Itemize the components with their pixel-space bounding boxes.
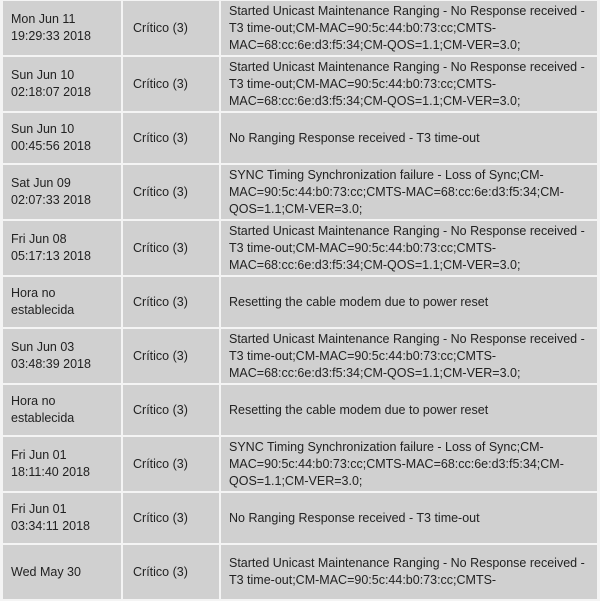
log-description-cell bbox=[221, 1, 597, 55]
log-date-line: Mon Jun 11 bbox=[11, 12, 76, 26]
log-description-line: Resetting the cable modem due to power reset bbox=[229, 294, 489, 309]
log-date-cell bbox=[3, 221, 121, 275]
log-date-cell bbox=[3, 329, 121, 383]
log-priority: Crítico (3) bbox=[133, 184, 188, 199]
log-row bbox=[3, 113, 597, 163]
log-row bbox=[3, 329, 597, 383]
log-date-line: Sun Jun 03 bbox=[11, 340, 75, 354]
log-priority-cell bbox=[123, 385, 219, 435]
log-description-line: MAC=90:5c:44:b0:73:cc;CMTS-MAC=68:cc:6e:d3:f5:34;CM- bbox=[229, 456, 564, 471]
log-date-line: Fri Jun 01 bbox=[11, 502, 67, 516]
log-priority-cell bbox=[123, 57, 219, 111]
log-priority: Crítico (3) bbox=[133, 240, 188, 255]
log-priority: Crítico (3) bbox=[133, 294, 188, 309]
log-priority-cell bbox=[123, 1, 219, 55]
log-description-line: Started Unicast Maintenance Ranging - No Response received - bbox=[229, 556, 585, 570]
log-priority-cell bbox=[123, 221, 219, 275]
log-description-line: MAC=90:5c:44:b0:73:cc;CMTS-MAC=68:cc:6e:d3:f5:34;CM- bbox=[229, 184, 564, 199]
log-priority-cell bbox=[123, 437, 219, 491]
log-description-cell bbox=[221, 57, 597, 111]
log-description-line: Started Unicast Maintenance Ranging - No Response received - bbox=[229, 331, 585, 346]
log-priority: Crítico (3) bbox=[133, 130, 188, 145]
log-description-cell bbox=[221, 277, 597, 327]
log-description-line: No Ranging Response received - T3 time-out bbox=[229, 130, 480, 145]
log-description-cell bbox=[221, 545, 597, 599]
log-date-cell bbox=[3, 545, 121, 599]
log-priority-cell bbox=[123, 113, 219, 163]
log-description-line: T3 time-out;CM-MAC=90:5c:44:b0:73:cc;CMTS- bbox=[229, 240, 497, 255]
log-description-line: QOS=1.1;CM-VER=3.0; bbox=[229, 201, 363, 216]
log-priority-cell bbox=[123, 493, 219, 543]
log-date-line: establecida bbox=[11, 303, 75, 317]
log-description-line: Started Unicast Maintenance Ranging - No Response received - bbox=[229, 3, 585, 18]
log-date-cell bbox=[3, 113, 121, 163]
log-row bbox=[3, 437, 597, 491]
log-priority: Crítico (3) bbox=[133, 564, 188, 579]
log-date-line: Fri Jun 01 bbox=[11, 448, 67, 462]
log-description-cell bbox=[221, 165, 597, 219]
log-row bbox=[3, 493, 597, 543]
log-date-line: Wed May 30 bbox=[11, 564, 81, 579]
log-description-cell bbox=[221, 385, 597, 435]
log-priority: Crítico (3) bbox=[133, 76, 188, 91]
log-date-cell bbox=[3, 493, 121, 543]
log-date-line: Fri Jun 08 bbox=[11, 232, 67, 246]
log-description-cell bbox=[221, 329, 597, 383]
log-priority-cell bbox=[123, 277, 219, 327]
log-row bbox=[3, 1, 597, 55]
log-date-line: establecida bbox=[11, 411, 75, 425]
log-priority: Crítico (3) bbox=[133, 348, 188, 363]
log-description-line: MAC=68:cc:6e:d3:f5:34;CM-QOS=1.1;CM-VER=3.0; bbox=[229, 37, 521, 52]
log-date-line: Sat Jun 09 bbox=[11, 176, 71, 190]
log-description-line: No Ranging Response received - T3 time-out bbox=[229, 510, 480, 525]
log-description-line: Started Unicast Maintenance Ranging - No Response received - bbox=[229, 223, 585, 238]
log-description-line: T3 time-out;CM-MAC=90:5c:44:b0:73:cc;CMTS- bbox=[229, 348, 497, 363]
log-row bbox=[3, 277, 597, 327]
log-description-line: T3 time-out;CM-MAC=90:5c:44:b0:73:cc;CMTS- bbox=[229, 573, 497, 587]
log-description-line: Started Unicast Maintenance Ranging - No Response received - bbox=[229, 59, 585, 74]
log-date-line: 03:48:39 2018 bbox=[11, 357, 91, 371]
log-date-line: Hora no bbox=[11, 394, 56, 408]
log-priority-cell bbox=[123, 329, 219, 383]
log-description-cell bbox=[221, 493, 597, 543]
log-date-line: 02:07:33 2018 bbox=[11, 193, 91, 207]
log-priority-cell bbox=[123, 545, 219, 599]
log-date-line: Hora no bbox=[11, 286, 56, 300]
log-row bbox=[3, 221, 597, 275]
log-row bbox=[3, 57, 597, 111]
log-date-cell bbox=[3, 277, 121, 327]
log-date-line: 19:29:33 2018 bbox=[11, 29, 91, 43]
log-priority-cell bbox=[123, 165, 219, 219]
log-date-line: 05:17:13 2018 bbox=[11, 249, 91, 263]
log-date-cell bbox=[3, 57, 121, 111]
log-date-line: 00:45:56 2018 bbox=[11, 139, 91, 153]
log-description-line: MAC=68:cc:6e:d3:f5:34;CM-QOS=1.1;CM-VER=3.0; bbox=[229, 93, 521, 108]
log-date-line: 02:18:07 2018 bbox=[11, 85, 91, 99]
log-description-cell bbox=[221, 437, 597, 491]
log-date-line: 03:34:11 2018 bbox=[11, 519, 91, 533]
log-date-cell bbox=[3, 385, 121, 435]
log-date-cell bbox=[3, 1, 121, 55]
log-description-line: MAC=68:cc:6e:d3:f5:34;CM-QOS=1.1;CM-VER=3.0; bbox=[229, 365, 521, 380]
log-description-line: SYNC Timing Synchronization failure - Loss of Sync;CM- bbox=[229, 167, 544, 182]
event-log-body bbox=[3, 1, 597, 599]
log-description-line: Resetting the cable modem due to power reset bbox=[229, 402, 489, 417]
log-date-line: 18:11:40 2018 bbox=[11, 465, 91, 479]
event-log-table bbox=[1, 0, 599, 601]
log-row bbox=[3, 545, 597, 599]
log-description-line: SYNC Timing Synchronization failure - Loss of Sync;CM- bbox=[229, 439, 544, 454]
log-description-line: MAC=68:cc:6e:d3:f5:34;CM-QOS=1.1;CM-VER=3.0; bbox=[229, 257, 521, 272]
log-description-line: T3 time-out;CM-MAC=90:5c:44:b0:73:cc;CMTS- bbox=[229, 20, 497, 35]
log-priority: Crítico (3) bbox=[133, 20, 188, 35]
log-description-line: QOS=1.1;CM-VER=3.0; bbox=[229, 473, 363, 488]
log-priority: Crítico (3) bbox=[133, 402, 188, 417]
log-description-line: T3 time-out;CM-MAC=90:5c:44:b0:73:cc;CMTS- bbox=[229, 76, 497, 91]
log-date-line: Sun Jun 10 bbox=[11, 122, 75, 136]
log-row bbox=[3, 165, 597, 219]
log-date-cell bbox=[3, 165, 121, 219]
log-description-cell bbox=[221, 113, 597, 163]
log-description-cell bbox=[221, 221, 597, 275]
log-row bbox=[3, 385, 597, 435]
log-priority: Crítico (3) bbox=[133, 456, 188, 471]
log-date-cell bbox=[3, 437, 121, 491]
log-priority: Crítico (3) bbox=[133, 510, 188, 525]
log-date-line: Sun Jun 10 bbox=[11, 68, 75, 82]
